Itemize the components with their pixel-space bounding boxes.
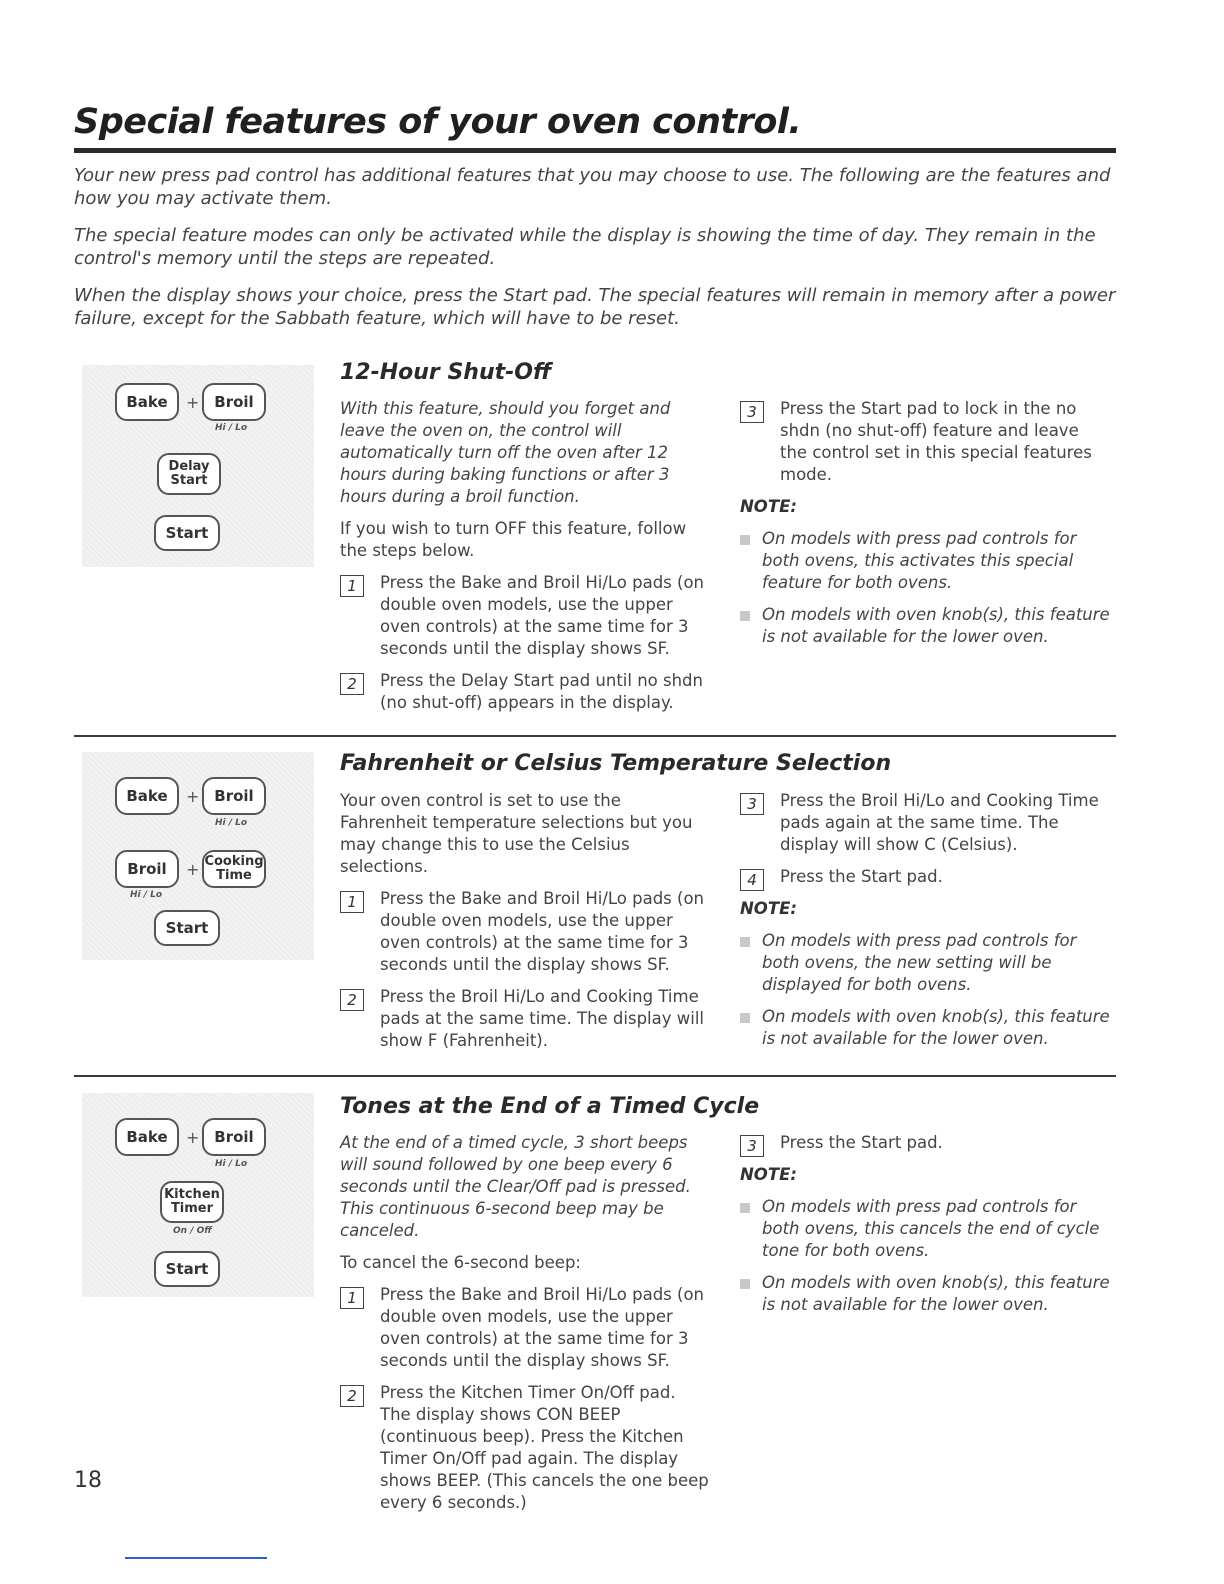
section-temperature-right-column	[740, 790, 1110, 1060]
step-number: 3	[740, 401, 764, 423]
footer-link-line	[125, 1557, 267, 1559]
broil-key: Broil	[202, 1118, 266, 1156]
intro-paragraph-2: The special feature modes can only be activated while the display is showing the time of day. They remain in the control's memory until the steps are repeated.	[74, 225, 1096, 269]
step-number: 1	[340, 1287, 364, 1309]
step-text: Press the Bake and Broil Hi/Lo pads (on double oven models, use the upper oven controls) at the same time for 3 seconds until the display shows SF.	[380, 889, 705, 974]
section-title-shutoff: 12-Hour Shut-Off	[340, 360, 552, 385]
step	[340, 1382, 710, 1514]
step	[740, 398, 1110, 486]
step	[340, 670, 710, 714]
note-label: NOTE:	[740, 899, 797, 918]
step-number: 2	[340, 989, 364, 1011]
step-number: 2	[340, 673, 364, 695]
section-title-temperature: Fahrenheit or Celsius Temperature Selection	[340, 751, 892, 776]
section-lead2: If you wish to turn OFF this feature, follow the steps below.	[340, 519, 687, 560]
step-number: 4	[740, 869, 764, 891]
kitchen-timer-onoff-label: On / Off	[173, 1226, 212, 1236]
step	[340, 888, 710, 976]
keypad-illustration-shutoff	[82, 365, 314, 567]
section-title-tones: Tones at the End of a Timed Cycle	[340, 1094, 760, 1119]
step-text: Press the Broil Hi/Lo and Cooking Time pads at the same time. The display will show F (Fahrenheit).	[380, 987, 705, 1050]
broil-key: Broil	[202, 383, 266, 421]
step-number: 1	[340, 575, 364, 597]
step-text: Press the Bake and Broil Hi/Lo pads (on double oven models, use the upper oven controls) at the same time for 3 seconds until the display shows SF.	[380, 573, 705, 658]
broil-key: Broil	[202, 777, 266, 815]
step-number: 3	[740, 793, 764, 815]
step-text: Press the Start pad.	[780, 1133, 943, 1152]
step-text: Press the Bake and Broil Hi/Lo pads (on double oven models, use the upper oven controls) at the same time for 3 seconds until the display shows SF.	[380, 1285, 705, 1370]
section-tones-right-column	[740, 1132, 1110, 1326]
section-lead: With this feature, should you forget and leave the oven on, the control will automatically turn off the oven after 12 hours during baking functions or after 3 hours during a broil function.	[340, 399, 671, 506]
step-number: 2	[340, 1385, 364, 1407]
plus-sign: +	[186, 393, 200, 412]
step-text: Press the Start pad.	[780, 867, 943, 886]
plus-sign: +	[186, 787, 200, 806]
step-number: 1	[340, 891, 364, 913]
step	[740, 1132, 1110, 1154]
keypad-illustration-temperature	[82, 752, 314, 960]
kitchen-timer-key: Kitchen Timer	[160, 1181, 224, 1223]
intro-paragraph-1: Your new press pad control has additional features that you may choose to use. The following are the features and how you may activate them.	[74, 165, 1111, 209]
note-item: On models with oven knob(s), this feature is not available for the lower oven.	[740, 1272, 1110, 1316]
broil-hilo-label: Hi / Lo	[215, 423, 248, 433]
note-label: NOTE:	[740, 497, 797, 516]
broil-hilo-label: Hi / Lo	[215, 1159, 248, 1169]
step-number: 3	[740, 1135, 764, 1157]
delay-start-key: Delay Start	[157, 453, 221, 495]
broil-hilo-label-2: Hi / Lo	[130, 890, 163, 900]
step-text: Press the Delay Start pad until no shdn (no shut-off) appears in the display.	[380, 671, 703, 712]
start-key: Start	[154, 1251, 220, 1287]
step-text: Press the Broil Hi/Lo and Cooking Time pads again at the same time. The display will show C (Celsius).	[780, 791, 1099, 854]
note-item: On models with press pad controls for both ovens, the new setting will be displayed for both ovens.	[740, 930, 1110, 996]
bake-key: Bake	[115, 383, 179, 421]
broil-key-2: Broil	[115, 850, 179, 888]
intro-paragraph-3: When the display shows your choice, press the Start pad. The special features will remain in memory after a power failure, except for the Sabbath feature, which will have to be reset.	[74, 285, 1116, 329]
note-item: On models with oven knob(s), this feature is not available for the lower oven.	[740, 1006, 1110, 1050]
step-text: Press the Kitchen Timer On/Off pad. The display shows CON BEEP (continuous beep). Press the Kitchen Timer On/Off pad again. The display shows BEEP. (This cancels the one beep every 6 seconds.)	[380, 1383, 709, 1512]
section-shutoff-left-column	[340, 398, 710, 724]
section-tones-left-column	[340, 1132, 710, 1524]
broil-hilo-label: Hi / Lo	[215, 818, 248, 828]
cooking-time-key: Cooking Time	[202, 850, 266, 888]
step	[340, 1284, 710, 1372]
page-title: Special features of your oven control.	[74, 102, 802, 142]
section-temperature-left-column	[340, 790, 710, 1062]
step-text: Press the Start pad to lock in the no shdn (no shut-off) feature and leave the control set in this special features mode.	[780, 399, 1092, 484]
plus-sign: +	[186, 860, 200, 879]
step	[340, 572, 710, 660]
plus-sign: +	[186, 1128, 200, 1147]
page-number: 18	[74, 1468, 102, 1493]
title-rule	[74, 148, 1116, 153]
start-key: Start	[154, 910, 220, 946]
section-divider	[74, 735, 1116, 737]
section-lead: Your oven control is set to use the Fahrenheit temperature selections but you may change this to use the Celsius selections.	[340, 791, 693, 876]
note-item: On models with oven knob(s), this feature is not available for the lower oven.	[740, 604, 1110, 648]
note-item: On models with press pad controls for both ovens, this activates this special feature for both ovens.	[740, 528, 1110, 594]
note-item: On models with press pad controls for both ovens, this cancels the end of cycle tone for both ovens.	[740, 1196, 1110, 1262]
keypad-illustration-tones	[82, 1093, 314, 1297]
step	[740, 790, 1110, 856]
section-shutoff-right-column	[740, 398, 1110, 658]
section-divider	[74, 1075, 1116, 1077]
step	[740, 866, 1110, 888]
start-key: Start	[154, 515, 220, 551]
section-lead: At the end of a timed cycle, 3 short beeps will sound followed by one beep every 6 seconds until the Clear/Off pad is pressed. This continuous 6-second beep may be canceled.	[340, 1133, 691, 1240]
section-lead2: To cancel the 6-second beep:	[340, 1253, 581, 1272]
bake-key: Bake	[115, 1118, 179, 1156]
bake-key: Bake	[115, 777, 179, 815]
note-label: NOTE:	[740, 1165, 797, 1184]
step	[340, 986, 710, 1052]
